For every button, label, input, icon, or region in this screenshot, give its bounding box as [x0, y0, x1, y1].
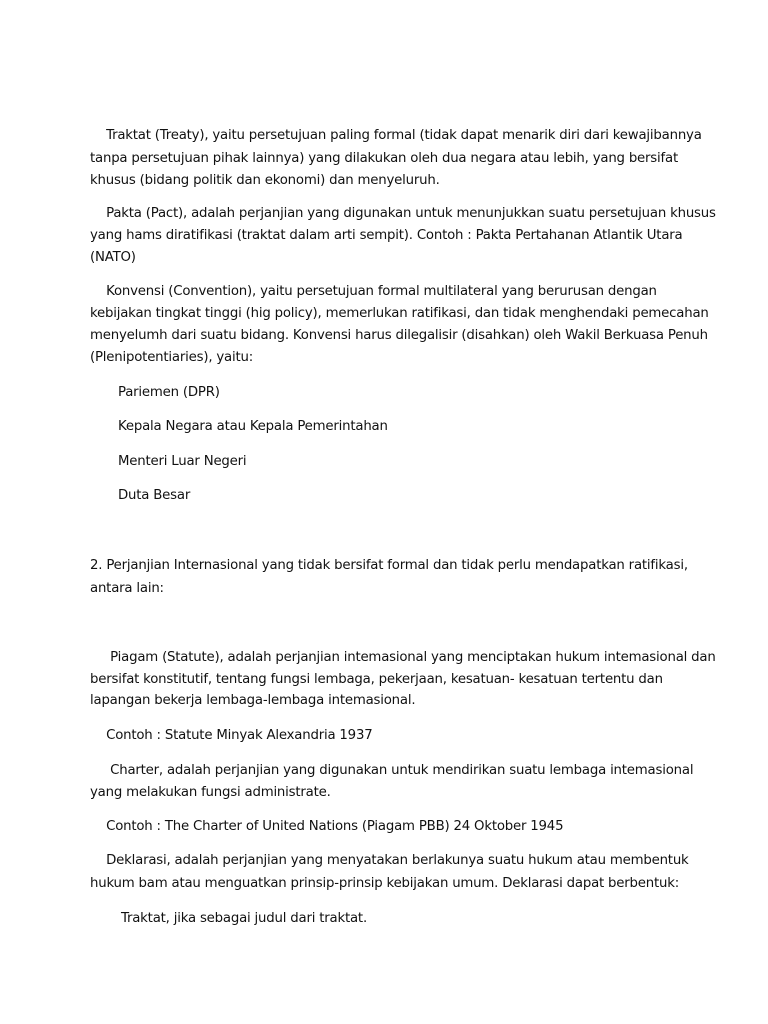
piagam-line-3: lapangan bekerja lembaga-lembaga intemasional. — [90, 693, 416, 708]
piagam-line-1: Piagam (Statute), adalah perjanjian intemasional yang menciptakan hukum intemasional dan — [90, 650, 716, 665]
pakta-line-3: (NATO) — [90, 250, 136, 265]
list-item-dpr: Pariemen (DPR) — [118, 385, 220, 400]
charter-line-1: Charter, adalah perjanjian yang digunakan untuk mendirikan suatu lembaga intemasional — [90, 763, 694, 778]
piagam-line-2: bersifat konstitutif, tentang fungsi lembaga, pekerjaan, kesatuan- kesatuan tertentu dan — [90, 672, 663, 687]
list-item-menteri: Menteri Luar Negeri — [118, 454, 247, 469]
pakta-line-1: Pakta (Pact), adalah perjanjian yang digunakan untuk menunjukkan suatu persetujuan khusus — [90, 206, 716, 221]
traktat-line-1: Traktat (Treaty), yaitu persetujuan paling formal (tidak dapat menarik diri dari kewajibannya — [90, 128, 702, 143]
traktat-line-2: tanpa persetujuan pihak lainnya) yang dilakukan oleh dua negara atau lebih, yang bersifat — [90, 151, 678, 166]
contoh-charter: Contoh : The Charter of United Nations (Piagam PBB) 24 Oktober 1945 — [90, 819, 564, 834]
section-2-line-2: antara lain: — [90, 581, 164, 596]
konvensi-line-4: (Plenipotentiaries), yaitu: — [90, 350, 253, 365]
konvensi-line-1: Konvensi (Convention), yaitu persetujuan formal multilateral yang berurusan dengan — [90, 284, 657, 299]
deklarasi-line-1: Deklarasi, adalah perjanjian yang menyatakan berlakunya suatu hukum atau membentuk — [90, 853, 689, 868]
list-item-kepala-negara: Kepala Negara atau Kepala Pemerintahan — [118, 419, 388, 434]
konvensi-line-3: menyelumh dari suatu bidang. Konvensi harus dilegalisir (disahkan) oleh Wakil Berkuasa Penuh — [90, 328, 708, 343]
section-2-line-1: 2. Perjanjian Internasional yang tidak bersifat formal dan tidak perlu mendapatkan ratifikasi, — [90, 558, 688, 573]
konvensi-line-2: kebijakan tingkat tinggi (hig policy), memerlukan ratifikasi, dan tidak menghendaki pemecahan — [90, 306, 709, 321]
list-item-duta-besar: Duta Besar — [118, 488, 191, 503]
contoh-statute: Contoh : Statute Minyak Alexandria 1937 — [90, 728, 373, 743]
traktat-judul-item: Traktat, jika sebagai judul dari traktat. — [121, 911, 367, 926]
deklarasi-line-2: hukum bam atau menguatkan prinsip-prinsip kebijakan umum. Deklarasi dapat berbentuk: — [90, 876, 680, 891]
charter-line-2: yang melakukan fungsi administrate. — [90, 785, 331, 800]
traktat-line-3: khusus (bidang politik dan ekonomi) dan menyeluruh. — [90, 173, 440, 188]
pakta-line-2: yang hams diratifikasi (traktat dalam arti sempit). Contoh : Pakta Pertahanan Atlantik Utara — [90, 228, 683, 243]
